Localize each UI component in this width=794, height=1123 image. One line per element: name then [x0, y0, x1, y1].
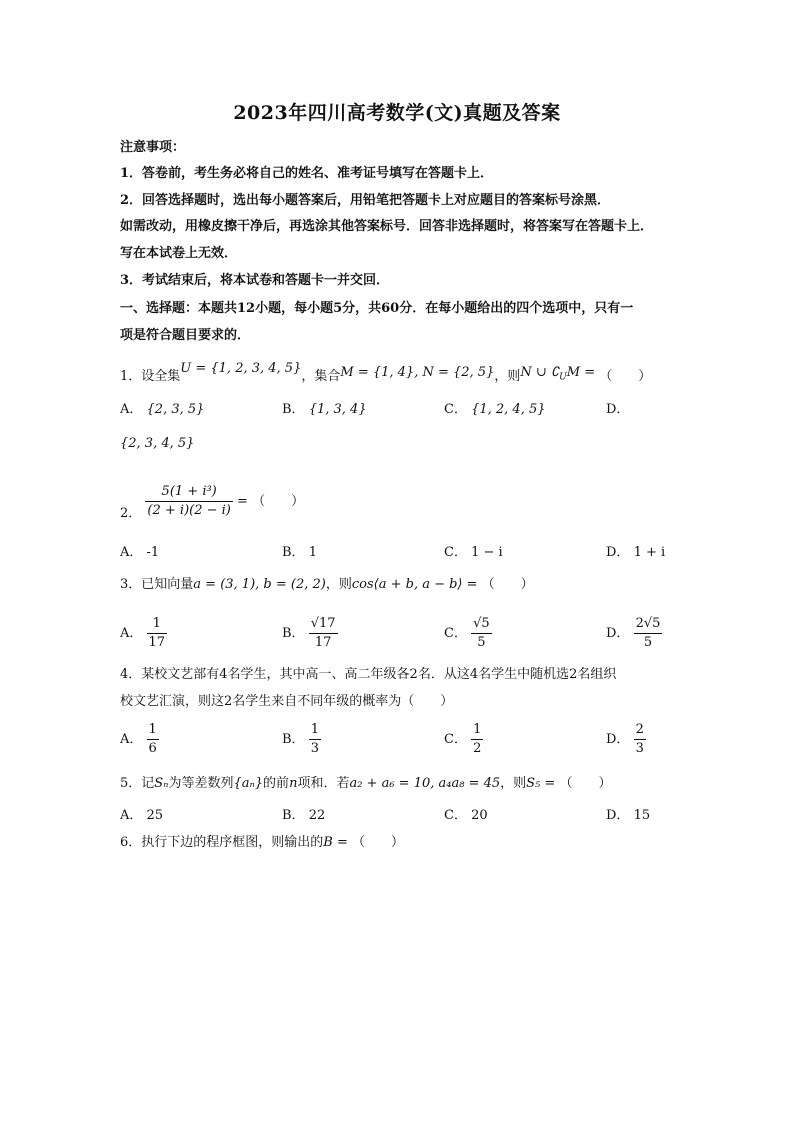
- q2-option-b: B． 1: [282, 545, 317, 560]
- question-1: [120, 361, 652, 391]
- q5-condition: a₂ + a₆ = 10, a₄a₈ = 45: [349, 776, 501, 791]
- section-heading-cont: 项是符合题目要求的．: [120, 328, 251, 343]
- q3-option-a: A． $\frac{1}{17}$: [120, 616, 166, 650]
- q1-blank: （ ）: [599, 369, 652, 384]
- q3-blank: （ ）: [481, 577, 534, 592]
- question-5: 5．记Sₙ为等差数列{aₙ}的前n项和．若a₂ + a₆ = 10, a₄a₈ = 45，则S₅ = （ ）: [120, 776, 612, 791]
- q1-option-b: B． {1, 3, 4}: [282, 402, 367, 417]
- q3-option-b: B． $\frac{√17}{17}$: [282, 616, 336, 650]
- notes-item-2-cont: 如需改动，用橡皮擦干净后，再选涂其他答案标号．回答非选择题时，将答案写在答题卡上．: [120, 219, 654, 234]
- q5-sequence: {aₙ}: [233, 776, 264, 791]
- section-heading: 一、选择题：本题共12小题，每小题5分，共60分．在每小题给出的四个选项中，只有一: [120, 301, 634, 316]
- q3-option-d: D． $\frac{2√5}{5}$: [606, 616, 661, 650]
- question-4: 4．某校文艺部有4名学生，其中高一、高二年级各2名．从这4名学生中随机选2名组织: [120, 667, 617, 682]
- q5-blank: （ ）: [559, 776, 612, 791]
- page-title: 2023年四川高考数学(文)真题及答案: [233, 102, 561, 124]
- q3-expression: cos⟨a + b, a − b⟩ =: [351, 577, 478, 592]
- q1-option-a: A． {2, 3, 5}: [120, 402, 205, 417]
- question-3: [120, 576, 534, 594]
- notes-item-3: 3．考试结束后，将本试卷和答题卡一并交回．: [120, 273, 390, 288]
- question-2: [120, 484, 304, 528]
- q1-option-c: C． {1, 2, 4, 5}: [444, 402, 546, 417]
- q2-option-a: A． -1: [120, 545, 160, 560]
- q4-option-c: C． $\frac{1}{2}$: [444, 722, 482, 756]
- q1-option-d-value: {2, 3, 4, 5}: [120, 436, 195, 451]
- q2-denominator: (2 + i)(2 − i): [147, 503, 231, 518]
- q5-sum: Sₙ: [154, 776, 169, 791]
- question-6: 6．执行下边的程序框图，则输出的B = （ ）: [120, 835, 405, 850]
- q1-universal-set: U = {1, 2, 3, 4, 5}: [180, 361, 302, 376]
- q1-option-d: D．: [606, 402, 630, 417]
- q2-fraction: [145, 484, 232, 519]
- notes-item-1: 1．答卷前，考生务必将自己的姓名、准考证号填写在答题卡上．: [120, 166, 494, 181]
- q6-blank: （ ）: [352, 835, 405, 850]
- q1-mid: ，集合: [301, 369, 341, 384]
- q2-blank: （ ）: [252, 494, 305, 509]
- notes-item-2-end: 写在本试卷上无效．: [120, 246, 238, 261]
- q5-option-d: D． 15: [606, 808, 651, 823]
- q2-equals: =: [237, 494, 248, 509]
- q6-output: B =: [323, 835, 348, 850]
- q2-numerator: 5(1 + i³): [145, 484, 232, 502]
- q4-option-a: A． $\frac{1}{6}$: [120, 722, 157, 756]
- q4-option-d: D． $\frac{2}{3}$: [606, 722, 644, 756]
- q3-prefix: 3．已知向量: [120, 577, 194, 592]
- q2-option-c: C． 1 − i: [444, 545, 503, 560]
- q3-vectors: a = (3, 1), b = (2, 2): [193, 577, 326, 592]
- q1-expression: N ∪ $∁_UM$ =: [520, 365, 596, 383]
- q1-then: ，则: [494, 369, 521, 384]
- q5-target: S₅ =: [526, 776, 556, 791]
- q4-option-b: B． $\frac{1}{3}$: [282, 722, 319, 756]
- notes-item-2: 2．回答选择题时，选出每小题答案后，用铅笔把答题卡上对应题目的答案标号涂黑．: [120, 193, 611, 208]
- q5-option-c: C． 20: [444, 808, 488, 823]
- q1-sets: M = {1, 4}, N = {2, 5}: [340, 365, 495, 380]
- question-4-cont: 校文艺汇演，则这2名学生来自不同年级的概率为（ ）: [120, 694, 454, 709]
- q5-option-a: A． 25: [120, 808, 164, 823]
- notes-heading: 注意事项：: [120, 140, 186, 155]
- q5-option-b: B． 22: [282, 808, 326, 823]
- q1-prefix: 1．设全集: [120, 369, 181, 384]
- q3-option-c: C． $\frac{√5}{5}$: [444, 616, 490, 650]
- q2-prefix: 2．: [120, 506, 142, 521]
- q2-option-d: D． 1 + i: [606, 545, 666, 560]
- q3-then: ，则: [325, 577, 352, 592]
